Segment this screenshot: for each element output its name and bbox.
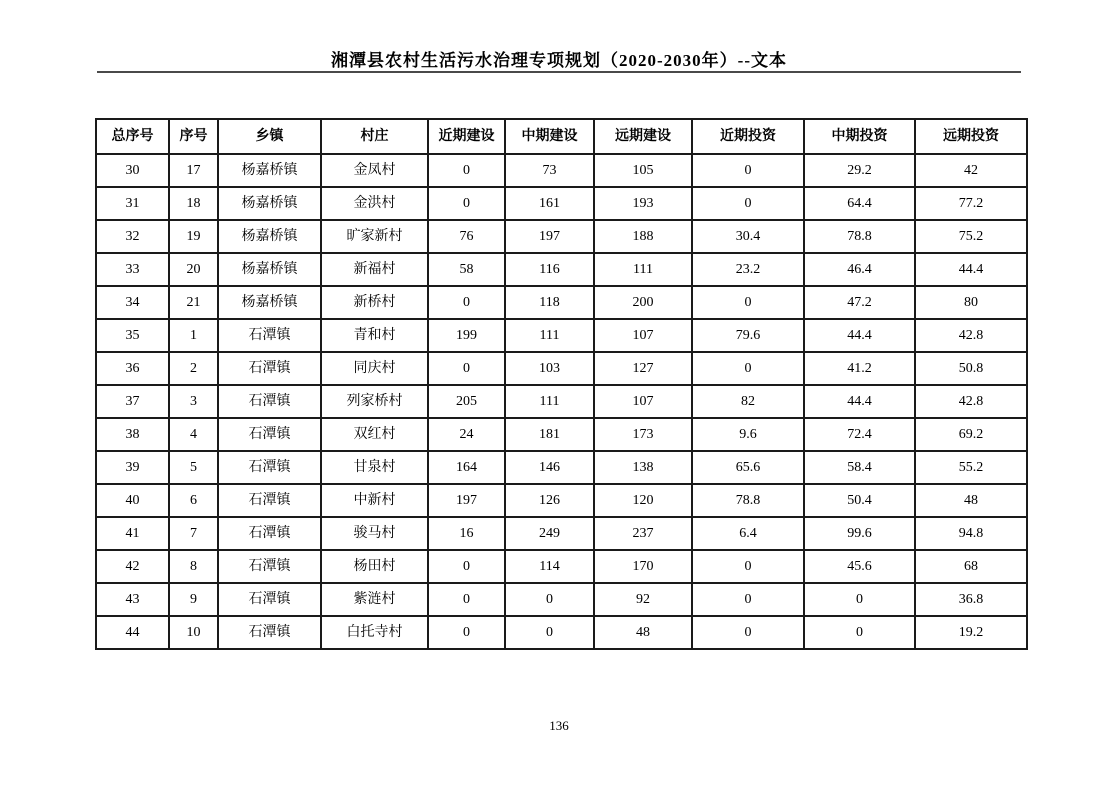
table-row [96, 385, 1027, 418]
table-cell: 164 [428, 451, 505, 484]
table-cell: 37 [96, 385, 169, 418]
table-cell: 0 [692, 616, 804, 649]
table-cell: 40 [96, 484, 169, 517]
table-row [96, 187, 1027, 220]
table-cell: 紫涟村 [321, 583, 428, 616]
table-cell: 白托寺村 [321, 616, 428, 649]
table-cell: 0 [428, 616, 505, 649]
table-header-cell: 远期建设 [594, 119, 692, 154]
table-cell: 45.6 [804, 550, 915, 583]
table-cell: 197 [428, 484, 505, 517]
table-header-cell: 中期建设 [505, 119, 594, 154]
table-cell: 138 [594, 451, 692, 484]
table-cell: 甘泉村 [321, 451, 428, 484]
table-cell: 114 [505, 550, 594, 583]
table-cell: 36 [96, 352, 169, 385]
table-row [96, 583, 1027, 616]
table-cell: 2 [169, 352, 218, 385]
table-cell: 0 [804, 583, 915, 616]
table-cell: 33 [96, 253, 169, 286]
table-cell: 44.4 [804, 385, 915, 418]
table-header [96, 119, 1027, 154]
table-cell: 237 [594, 517, 692, 550]
table-cell: 50.8 [915, 352, 1027, 385]
table-cell: 石潭镇 [218, 352, 321, 385]
table-cell: 103 [505, 352, 594, 385]
table-cell: 石潭镇 [218, 418, 321, 451]
table-cell: 31 [96, 187, 169, 220]
table-cell: 42 [915, 154, 1027, 187]
table-cell: 75.2 [915, 220, 1027, 253]
table-cell: 石潭镇 [218, 616, 321, 649]
table-cell: 杨田村 [321, 550, 428, 583]
table-cell: 116 [505, 253, 594, 286]
table-cell: 205 [428, 385, 505, 418]
table-cell: 青和村 [321, 319, 428, 352]
table-row [96, 286, 1027, 319]
data-table [95, 118, 1028, 650]
table-cell: 0 [505, 616, 594, 649]
table-cell: 1 [169, 319, 218, 352]
table-cell: 杨嘉桥镇 [218, 187, 321, 220]
table-cell: 29.2 [804, 154, 915, 187]
table-cell: 金凤村 [321, 154, 428, 187]
table-cell: 0 [428, 187, 505, 220]
table-cell: 58 [428, 253, 505, 286]
table-cell: 30.4 [692, 220, 804, 253]
table-cell: 金洪村 [321, 187, 428, 220]
table-cell: 77.2 [915, 187, 1027, 220]
table-cell: 127 [594, 352, 692, 385]
table-cell: 92 [594, 583, 692, 616]
table-cell: 骏马村 [321, 517, 428, 550]
table-cell: 0 [428, 286, 505, 319]
table-cell: 55.2 [915, 451, 1027, 484]
header-divider-line [97, 71, 1021, 73]
table-header-cell: 村庄 [321, 119, 428, 154]
table-cell: 111 [594, 253, 692, 286]
table-cell: 中新村 [321, 484, 428, 517]
table-cell: 10 [169, 616, 218, 649]
table-row [96, 418, 1027, 451]
table-header-cell: 近期建设 [428, 119, 505, 154]
table-cell: 161 [505, 187, 594, 220]
table-cell: 9 [169, 583, 218, 616]
table-cell: 21 [169, 286, 218, 319]
table-cell: 35 [96, 319, 169, 352]
table-cell: 0 [428, 352, 505, 385]
table-row [96, 517, 1027, 550]
table-cell: 0 [692, 286, 804, 319]
document-header-title: 湘潭县农村生活污水治理专项规划（2020-2030年）--文本 [331, 51, 787, 70]
table-row [96, 220, 1027, 253]
table-cell: 107 [594, 319, 692, 352]
table-cell: 9.6 [692, 418, 804, 451]
table-cell: 105 [594, 154, 692, 187]
table-cell: 46.4 [804, 253, 915, 286]
table-cell: 石潭镇 [218, 484, 321, 517]
table-cell: 80 [915, 286, 1027, 319]
table-cell: 72.4 [804, 418, 915, 451]
table-cell: 32 [96, 220, 169, 253]
table-cell: 68 [915, 550, 1027, 583]
table-cell: 8 [169, 550, 218, 583]
table-cell: 新福村 [321, 253, 428, 286]
table-cell: 120 [594, 484, 692, 517]
table-cell: 新桥村 [321, 286, 428, 319]
table-cell: 173 [594, 418, 692, 451]
table-cell: 5 [169, 451, 218, 484]
table-cell: 0 [428, 583, 505, 616]
table-cell: 78.8 [804, 220, 915, 253]
table-cell: 38 [96, 418, 169, 451]
table-cell: 200 [594, 286, 692, 319]
table-cell: 48 [594, 616, 692, 649]
table-cell: 20 [169, 253, 218, 286]
table-cell: 18 [169, 187, 218, 220]
table-cell: 0 [505, 583, 594, 616]
table-cell: 0 [692, 583, 804, 616]
table-cell: 0 [692, 154, 804, 187]
table-body [96, 154, 1027, 649]
table-cell: 42 [96, 550, 169, 583]
table-cell: 65.6 [692, 451, 804, 484]
table-cell: 126 [505, 484, 594, 517]
table-cell: 6 [169, 484, 218, 517]
table-cell: 249 [505, 517, 594, 550]
table-header-cell: 中期投资 [804, 119, 915, 154]
table-row [96, 550, 1027, 583]
table-header-row [96, 119, 1027, 154]
table-cell: 73 [505, 154, 594, 187]
table-cell: 34 [96, 286, 169, 319]
table-cell: 0 [692, 187, 804, 220]
table-cell: 146 [505, 451, 594, 484]
table-cell: 36.8 [915, 583, 1027, 616]
table-cell: 石潭镇 [218, 319, 321, 352]
table-cell: 107 [594, 385, 692, 418]
table-cell: 6.4 [692, 517, 804, 550]
table-header-cell: 乡镇 [218, 119, 321, 154]
table-row [96, 253, 1027, 286]
table-cell: 石潭镇 [218, 385, 321, 418]
table-cell: 78.8 [692, 484, 804, 517]
table-cell: 48 [915, 484, 1027, 517]
table-cell: 99.6 [804, 517, 915, 550]
table-cell: 19.2 [915, 616, 1027, 649]
table-cell: 0 [804, 616, 915, 649]
table-cell: 170 [594, 550, 692, 583]
table-cell: 43 [96, 583, 169, 616]
table-cell: 47.2 [804, 286, 915, 319]
table-cell: 杨嘉桥镇 [218, 253, 321, 286]
table-cell: 188 [594, 220, 692, 253]
table-cell: 79.6 [692, 319, 804, 352]
table-cell: 杨嘉桥镇 [218, 220, 321, 253]
table-cell: 199 [428, 319, 505, 352]
table-row [96, 616, 1027, 649]
table-cell: 石潭镇 [218, 550, 321, 583]
table-cell: 76 [428, 220, 505, 253]
table-cell: 111 [505, 319, 594, 352]
table-cell: 39 [96, 451, 169, 484]
table-cell: 44.4 [804, 319, 915, 352]
table-cell: 41 [96, 517, 169, 550]
table-cell: 94.8 [915, 517, 1027, 550]
table-row [96, 319, 1027, 352]
table-cell: 0 [428, 154, 505, 187]
table-cell: 石潭镇 [218, 517, 321, 550]
table-cell: 石潭镇 [218, 583, 321, 616]
table-cell: 69.2 [915, 418, 1027, 451]
table-cell: 44.4 [915, 253, 1027, 286]
table-cell: 17 [169, 154, 218, 187]
table-cell: 64.4 [804, 187, 915, 220]
table-cell: 41.2 [804, 352, 915, 385]
table-cell: 3 [169, 385, 218, 418]
table-row [96, 451, 1027, 484]
table-cell: 118 [505, 286, 594, 319]
table-cell: 42.8 [915, 385, 1027, 418]
table-header-cell: 远期投资 [915, 119, 1027, 154]
table-row [96, 154, 1027, 187]
table-cell: 19 [169, 220, 218, 253]
table-cell: 30 [96, 154, 169, 187]
table-row [96, 484, 1027, 517]
table-cell: 同庆村 [321, 352, 428, 385]
table-cell: 23.2 [692, 253, 804, 286]
table-cell: 197 [505, 220, 594, 253]
table-cell: 0 [428, 550, 505, 583]
table-cell: 双红村 [321, 418, 428, 451]
table-cell: 82 [692, 385, 804, 418]
table-cell: 24 [428, 418, 505, 451]
table-cell: 16 [428, 517, 505, 550]
table-cell: 58.4 [804, 451, 915, 484]
table-cell: 193 [594, 187, 692, 220]
table-row [96, 352, 1027, 385]
table-cell: 石潭镇 [218, 451, 321, 484]
table-header-cell: 近期投资 [692, 119, 804, 154]
table-cell: 4 [169, 418, 218, 451]
table-header-cell: 总序号 [96, 119, 169, 154]
table-cell: 0 [692, 550, 804, 583]
table-cell: 杨嘉桥镇 [218, 154, 321, 187]
table-cell: 7 [169, 517, 218, 550]
table-cell: 181 [505, 418, 594, 451]
table-cell: 50.4 [804, 484, 915, 517]
table-cell: 42.8 [915, 319, 1027, 352]
page-number: 136 [549, 718, 569, 733]
table-cell: 旷家新村 [321, 220, 428, 253]
table-header-cell: 序号 [169, 119, 218, 154]
table-cell: 列家桥村 [321, 385, 428, 418]
table-cell: 111 [505, 385, 594, 418]
table-cell: 44 [96, 616, 169, 649]
table-cell: 0 [692, 352, 804, 385]
table-cell: 杨嘉桥镇 [218, 286, 321, 319]
